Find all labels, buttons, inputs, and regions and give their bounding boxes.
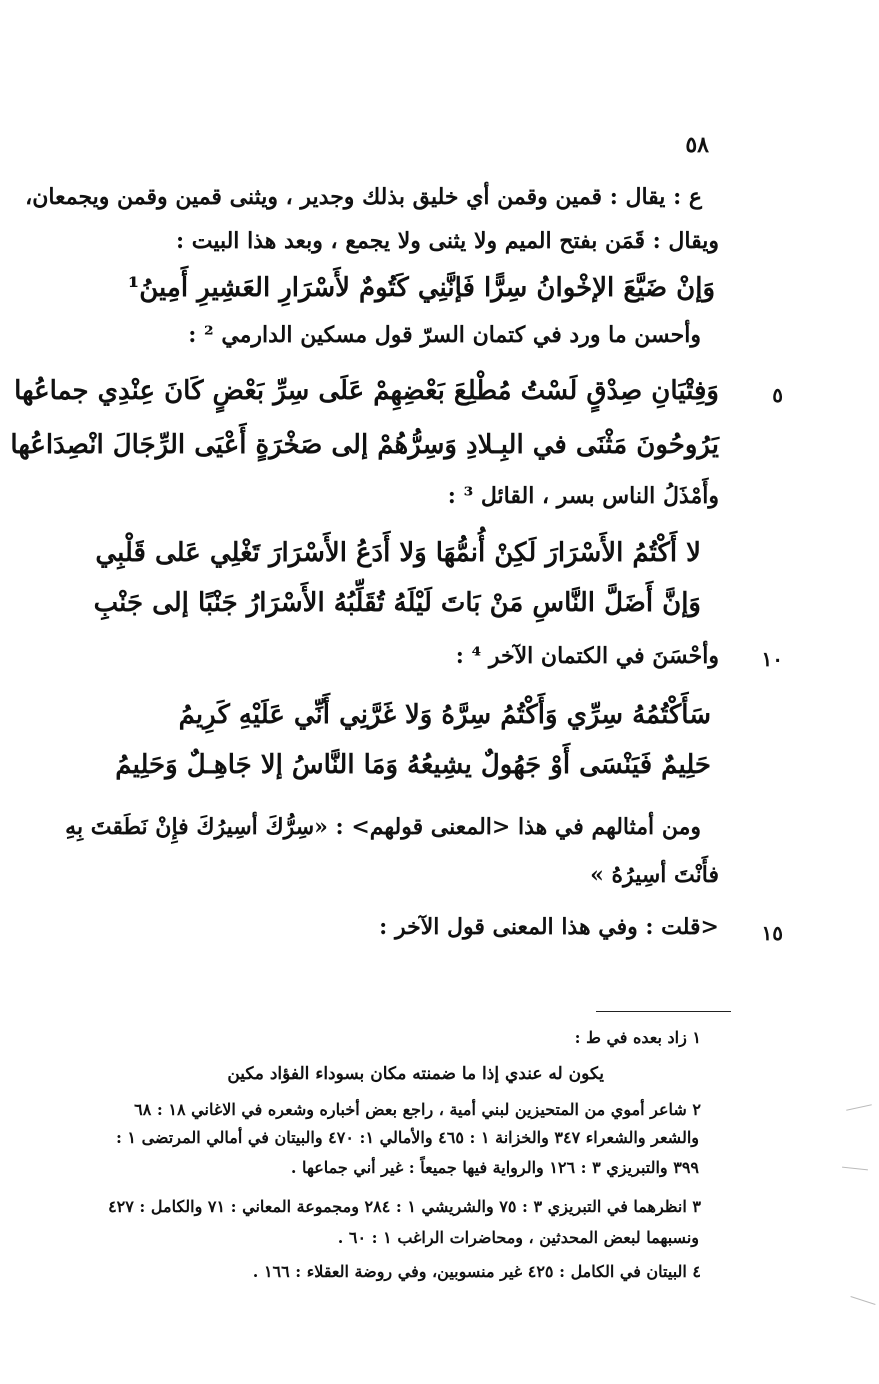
verse-line-2b: يَرُوحُونَ مَثْنَى في البِـلادِ وَسِرُّهُمْ إلى صَخْرَةٍ أَعْيَى الرِّجَالَ انْصِدَاعُها xyxy=(10,430,719,460)
text-line-7: فأَنْتَ أسِيرُهُ » xyxy=(590,862,719,888)
text-line-5: وأحْسَنَ في الكتمان الآخر ⁴ : xyxy=(455,643,719,669)
line-number-5: ٥ xyxy=(772,383,783,407)
text-line-6: ومن أمثالهم في هذا <المعنى قولهم> : «سِرُّكَ أسِيرُكَ فإِنْ نَطَقتَ بِهِ xyxy=(65,814,701,840)
footnote-2-line-2: والشعر والشعراء ٣٤٧ والخزانة ١ : ٤٦٥ والأمالي ١: ٤٧٠ والبيتان في أمالي المرتضى ١ : xyxy=(115,1128,699,1147)
verse-line-4a: سَأَكْتُمُهُ سِرِّي وَأَكْتُمُ سِرَّهُ وَلا غَرَّنِي أَنِّي عَلَيْهِ كَرِيمُ xyxy=(178,700,711,730)
footnote-2-line-3: ٣٩٩ والتبريزي ٣ : ١٢٦ والرواية فيها جميعاً : غير أني جماعها . xyxy=(290,1158,699,1177)
text-line-1: ع : يقال : قمين وقمن أي خليق بذلك وجدير ، ويثنى قمين وقمن ويجمعان، xyxy=(25,184,702,210)
scan-speck xyxy=(846,1104,872,1110)
footnote-4: ٤ البيتان في الكامل : ٤٢٥ غير منسوبين، وفي روضة العقلاء : ١٦٦ . xyxy=(252,1262,701,1281)
text-line-2: ويقال : قَمَن بفتح الميم ولا يثنى ولا يجمع ، وبعد هذا البيت : xyxy=(175,228,719,254)
page-number: ٥٨ xyxy=(685,132,709,158)
verse-line-1: وَإنْ ضَيَّعَ الإخْوانُ سِرًّا فَإنَّنِي كَتُومٌ لأَسْرَارِ العَشِيرِ أَمِينُ¹ xyxy=(127,273,715,303)
verse-line-4b: حَلِيمٌ فَيَنْسَى أَوْ جَهُولٌ يشِيعُهُ وَمَا النَّاسُ إلا جَاهِـلٌ وَحَلِيمُ xyxy=(115,750,711,780)
footnote-1: ١ زاد بعده في ط : xyxy=(574,1028,701,1047)
footnote-2: ٢ شاعر أموي من المتحيزين لبني أمية ، راجع بعض أخباره وشعره في الاغاني ١٨ : ٦٨ xyxy=(134,1100,701,1119)
footnote-3-line-2: ونسبهما لبعض المحدثين ، ومحاضرات الراغب ١ : ٦٠ . xyxy=(337,1228,699,1247)
verse-line-3b: وَإنَّ أَضَلَّ النَّاسِ مَنْ بَاتَ لَيْلَهُ تُقَلِّبُهُ الأَسْرَارُ جَنْبًا إلى جَنْبِ xyxy=(93,588,701,618)
text-line-8: <قلت : وفي هذا المعنى قول الآخر : xyxy=(379,914,719,940)
line-number-15: ١٥ xyxy=(761,921,783,945)
line-number-10: ١٠ xyxy=(761,647,783,671)
verse-line-2a: وَفِتْيَانِ صِدْقٍ لَسْتُ مُطْلِعَ بَعْضِهِمْ عَلَى سِرِّ بَعْضٍ كَانَ عِنْدِي جماعُها xyxy=(14,376,719,406)
text-line-4: وأَمْذَلُ الناس بسر ، القائل ³ : xyxy=(447,483,719,509)
footnote-1-verse: يكون له عندي إذا ما ضمنته مكان بسوداء الفؤاد مكين xyxy=(227,1064,604,1084)
footnote-separator xyxy=(596,1011,731,1012)
text-line-3: وأحسن ما ورد في كتمان السرّ قول مسكين الدارمي ² : xyxy=(188,322,701,348)
scan-speck xyxy=(850,1296,875,1305)
footnote-3: ٣ انظرهما في التبريزي ٣ : ٧٥ والشريشي ١ : ٢٨٤ ومجموعة المعاني : ٧١ والكامل : ٤٢٧ xyxy=(108,1197,701,1216)
scan-speck xyxy=(842,1167,868,1171)
verse-line-3a: لا أَكْتُمُ الأَسْرَارَ لَكِنْ أُنمُّهَا وَلا أَدَعُ الأَسْرَارَ تَغْلِي عَلى قَلْبِي xyxy=(95,538,701,568)
